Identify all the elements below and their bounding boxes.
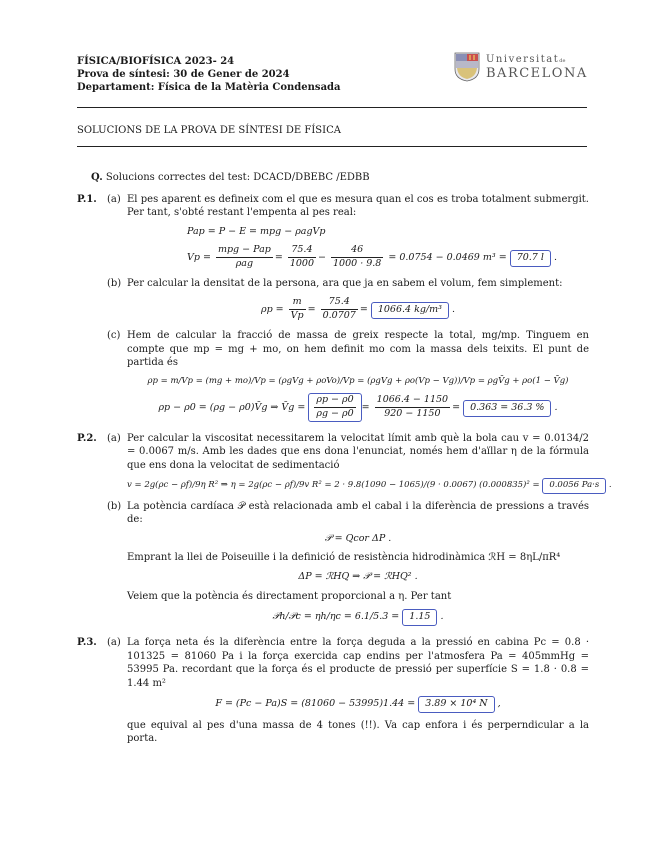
p2a-answer-box: 0.0056 Pa·s (542, 478, 606, 493)
p1b-label: (b) (107, 277, 122, 289)
p1a-eq1: Pap = P − E = mpg − ρagVp (187, 225, 326, 237)
p2-label: P.2. (77, 432, 97, 444)
p3a-answer-box: 3.89 × 10⁴ N (418, 696, 494, 713)
p1c-eq2: ρp − ρ0 = (ρg − ρ0)V̄g ⇒ V̄g = $\frac{\rho p - \rho 0}{\rho g - \rho 0}$ = $\frac{1066.4 - 1150}{920 - 1150}$ = 0.363 = 36.3 % . (127, 393, 589, 422)
p1c-label: (c) (107, 330, 121, 342)
p2b-eq3: 𝒫h/𝒫c = ηh/ηc = 6.1/5.3 = 1.15 . (127, 609, 589, 626)
p3a-label: (a) (107, 637, 121, 649)
q-label: Q. (91, 172, 103, 183)
p1b-frac1: $\frac{m}{Vp}$ (290, 296, 304, 322)
p1b-answer-box: 1066.4 kg/m³ (371, 302, 449, 319)
p1b-frac2: $\frac{75.4}{0.0707}$ (322, 296, 356, 322)
p1a-text: El pes aparent es defineix com el que es mesura quan el cos es troba totalment submergit. Per tant, s'obté restant l'empenta al pes real: (127, 193, 589, 218)
p1c-frac-num: $\frac{1066.4 - 1150}{920 - 1150}$ (376, 394, 449, 419)
p2b-eq2: ΔP = ℛHQ ⇒ 𝒫 = ℛHQ² . (298, 570, 418, 582)
p1c-eq2-lhs: ρp − ρ0 = (ρg − ρ0)V̄g ⇒ V̄g = (158, 401, 306, 413)
p2b-eq3-text: 𝒫h/𝒫c = ηh/ηc = 6.1/5.3 = (272, 611, 400, 623)
p1c-eq1: ρp = m/Vp = (mg + mo)/Vp = (ρgVg + ρoVo)/Vp = (ρgVg + ρo(Vp − Vg))/Vp = ρgV̄g + ρo(1 − V̄g) (147, 375, 569, 386)
p1c-answer-box: 0.363 = 36.3 % (463, 400, 551, 417)
p1a-eq2-rest: = 0.0754 − 0.0469 m³ = (388, 252, 507, 264)
q-text: Solucions correctes del test: DCACD/DBEBC /EDBB (105, 172, 370, 183)
p3-part-a (107, 636, 589, 746)
p1-part-a (107, 193, 589, 271)
p2b-text3: Veiem que la potència és directament proporcional a η. Per tant (127, 590, 452, 602)
exam-header (77, 55, 341, 94)
p2b-text2: Emprant la llei de Poiseuille i la definició de resistència hidrodinàmica ℛH = 8ηL/πR⁴ (127, 552, 561, 564)
logo-line1: Universitat (486, 53, 560, 65)
university-logo (454, 52, 588, 82)
p2b-text: La potència cardíaca 𝒫 està relacionada amb el cabal i la diferència de pressions a través de: (127, 500, 589, 526)
p3a-eq-text: F = (Pc − Pa)S = (81060 − 53995)1.44 = (215, 698, 416, 710)
subtitle-rule (77, 146, 587, 147)
p2b-label: (b) (107, 500, 122, 512)
p3a-text2: que equival al pes d'una massa de 4 tones (!!). Va cap enfora i és perperndicular a la porta. (127, 719, 589, 745)
p2b-answer-box: 1.15 (402, 609, 437, 626)
problem-1 (77, 193, 589, 422)
p2-part-a (107, 432, 612, 494)
p2a-label: (a) (107, 432, 121, 444)
logo-wordmark (486, 54, 588, 81)
p2a-eq: v = 2g(ρc − ρf)/9η R² ⇒ η = 2g(ρc − ρf)/9v R² = 2 · 9.8(1090 − 1065)/(9 · 0.0067) (0.000835)² = 0.0056 Pa·s . (127, 478, 589, 493)
course-title: FÍSICA/BIOFÍSICA 2023- 24 (77, 56, 235, 67)
test-answers (91, 171, 589, 185)
problem-2 (77, 432, 612, 626)
document-subtitle: SOLUCIONS DE LA PROVA DE SÍNTESI DE FÍSICA (77, 125, 341, 136)
p2a-text: Per calcular la viscositat necessitarem la velocitat límit amb què la bola cau v = 0.0134/2 = 0.0067 m/s. Amb les dades que ens dona l'enunciat, només hem d'aïllar η de la fórmula que ens dona la velocitat de sedimentació (127, 432, 589, 471)
p1a-eq2-lhs: Vp = (187, 252, 211, 264)
problem-3 (77, 636, 589, 746)
p1-part-b (107, 277, 589, 323)
logo-line1-small: de (559, 57, 566, 64)
department: Departament: Física de la Matèria Condensada (77, 82, 341, 93)
p1-part-c (107, 329, 589, 422)
p1a-label: (a) (107, 193, 121, 205)
p3-label: P.3. (77, 637, 97, 649)
p2b-eq1: 𝒫 = Qcor ΔP . (324, 532, 392, 544)
p2-part-b (107, 500, 589, 626)
p1b-text: Per calcular la densitat de la persona, ara que ja en sabem el volum, fem simplement: (127, 277, 563, 289)
p1a-frac3: $\frac{46}{1000 \cdot 9.8}$ (333, 244, 382, 270)
p1b-eq: ρp = $\frac{m}{Vp}$ = $\frac{75.4}{0.0707}$ = 1066.4 kg/m³ . (260, 296, 456, 322)
p1a-frac1: $\frac{\text{mpg − Pap}}{\text{ρag}}$ (217, 244, 271, 270)
p3a-eq: F = (Pc − Pa)S = (81060 − 53995)1.44 = 3.89 × 10⁴ N , (127, 696, 589, 713)
p1-label: P.1. (77, 193, 97, 205)
p1c-fraction-box: $\frac{\rho p - \rho 0}{\rho g - \rho 0}$ (308, 393, 361, 422)
p1c-text: Hem de calcular la fracció de massa de greix respecte la total, mg/mp. Tinguem en compte que mp = mg + mo, on hem definit mo com la massa dels teixits. El punt de partida és (127, 330, 589, 369)
header-rule (77, 107, 587, 108)
p3a-text: La força neta és la diferència entre la força deguda a la pressió en cabina Pc = 0.8 · 101325 = 81060 Pa i la força exercida cap endins per l'atmosfera Pa = 405mmHg = 53995 Pa. recordant que la força és el producte de pressió per superfície S = 1.8 · 0.8 = 1.44 m² (127, 637, 589, 689)
p1a-frac2: $\frac{75.4}{1000}$ (289, 244, 315, 270)
p2a-eq-text: v = 2g(ρc − ρf)/9η R² ⇒ η = 2g(ρc − ρf)/9v R² = 2 · 9.8(1090 − 1065)/(9 · 0.0067) (0.000835)² = (127, 480, 540, 491)
solutions-body (77, 171, 612, 756)
p1a-eq2: Vp = $\frac{\text{mpg − Pap}}{\text{ρag}}$ = $\frac{75.4}{1000}$ − $\frac{46}{1000 \cdot 9.8}$ = 0.0754 − 0.0469 m³ = 70.7 l . (187, 244, 557, 270)
exam-date: Prova de síntesi: 30 de Gener de 2024 (77, 69, 290, 80)
p1a-answer-box: 70.7 l (510, 250, 551, 267)
p1b-eq-lhs: ρp = (260, 304, 284, 316)
crest-icon (454, 52, 480, 82)
logo-line2: BARCELONA (486, 65, 588, 81)
